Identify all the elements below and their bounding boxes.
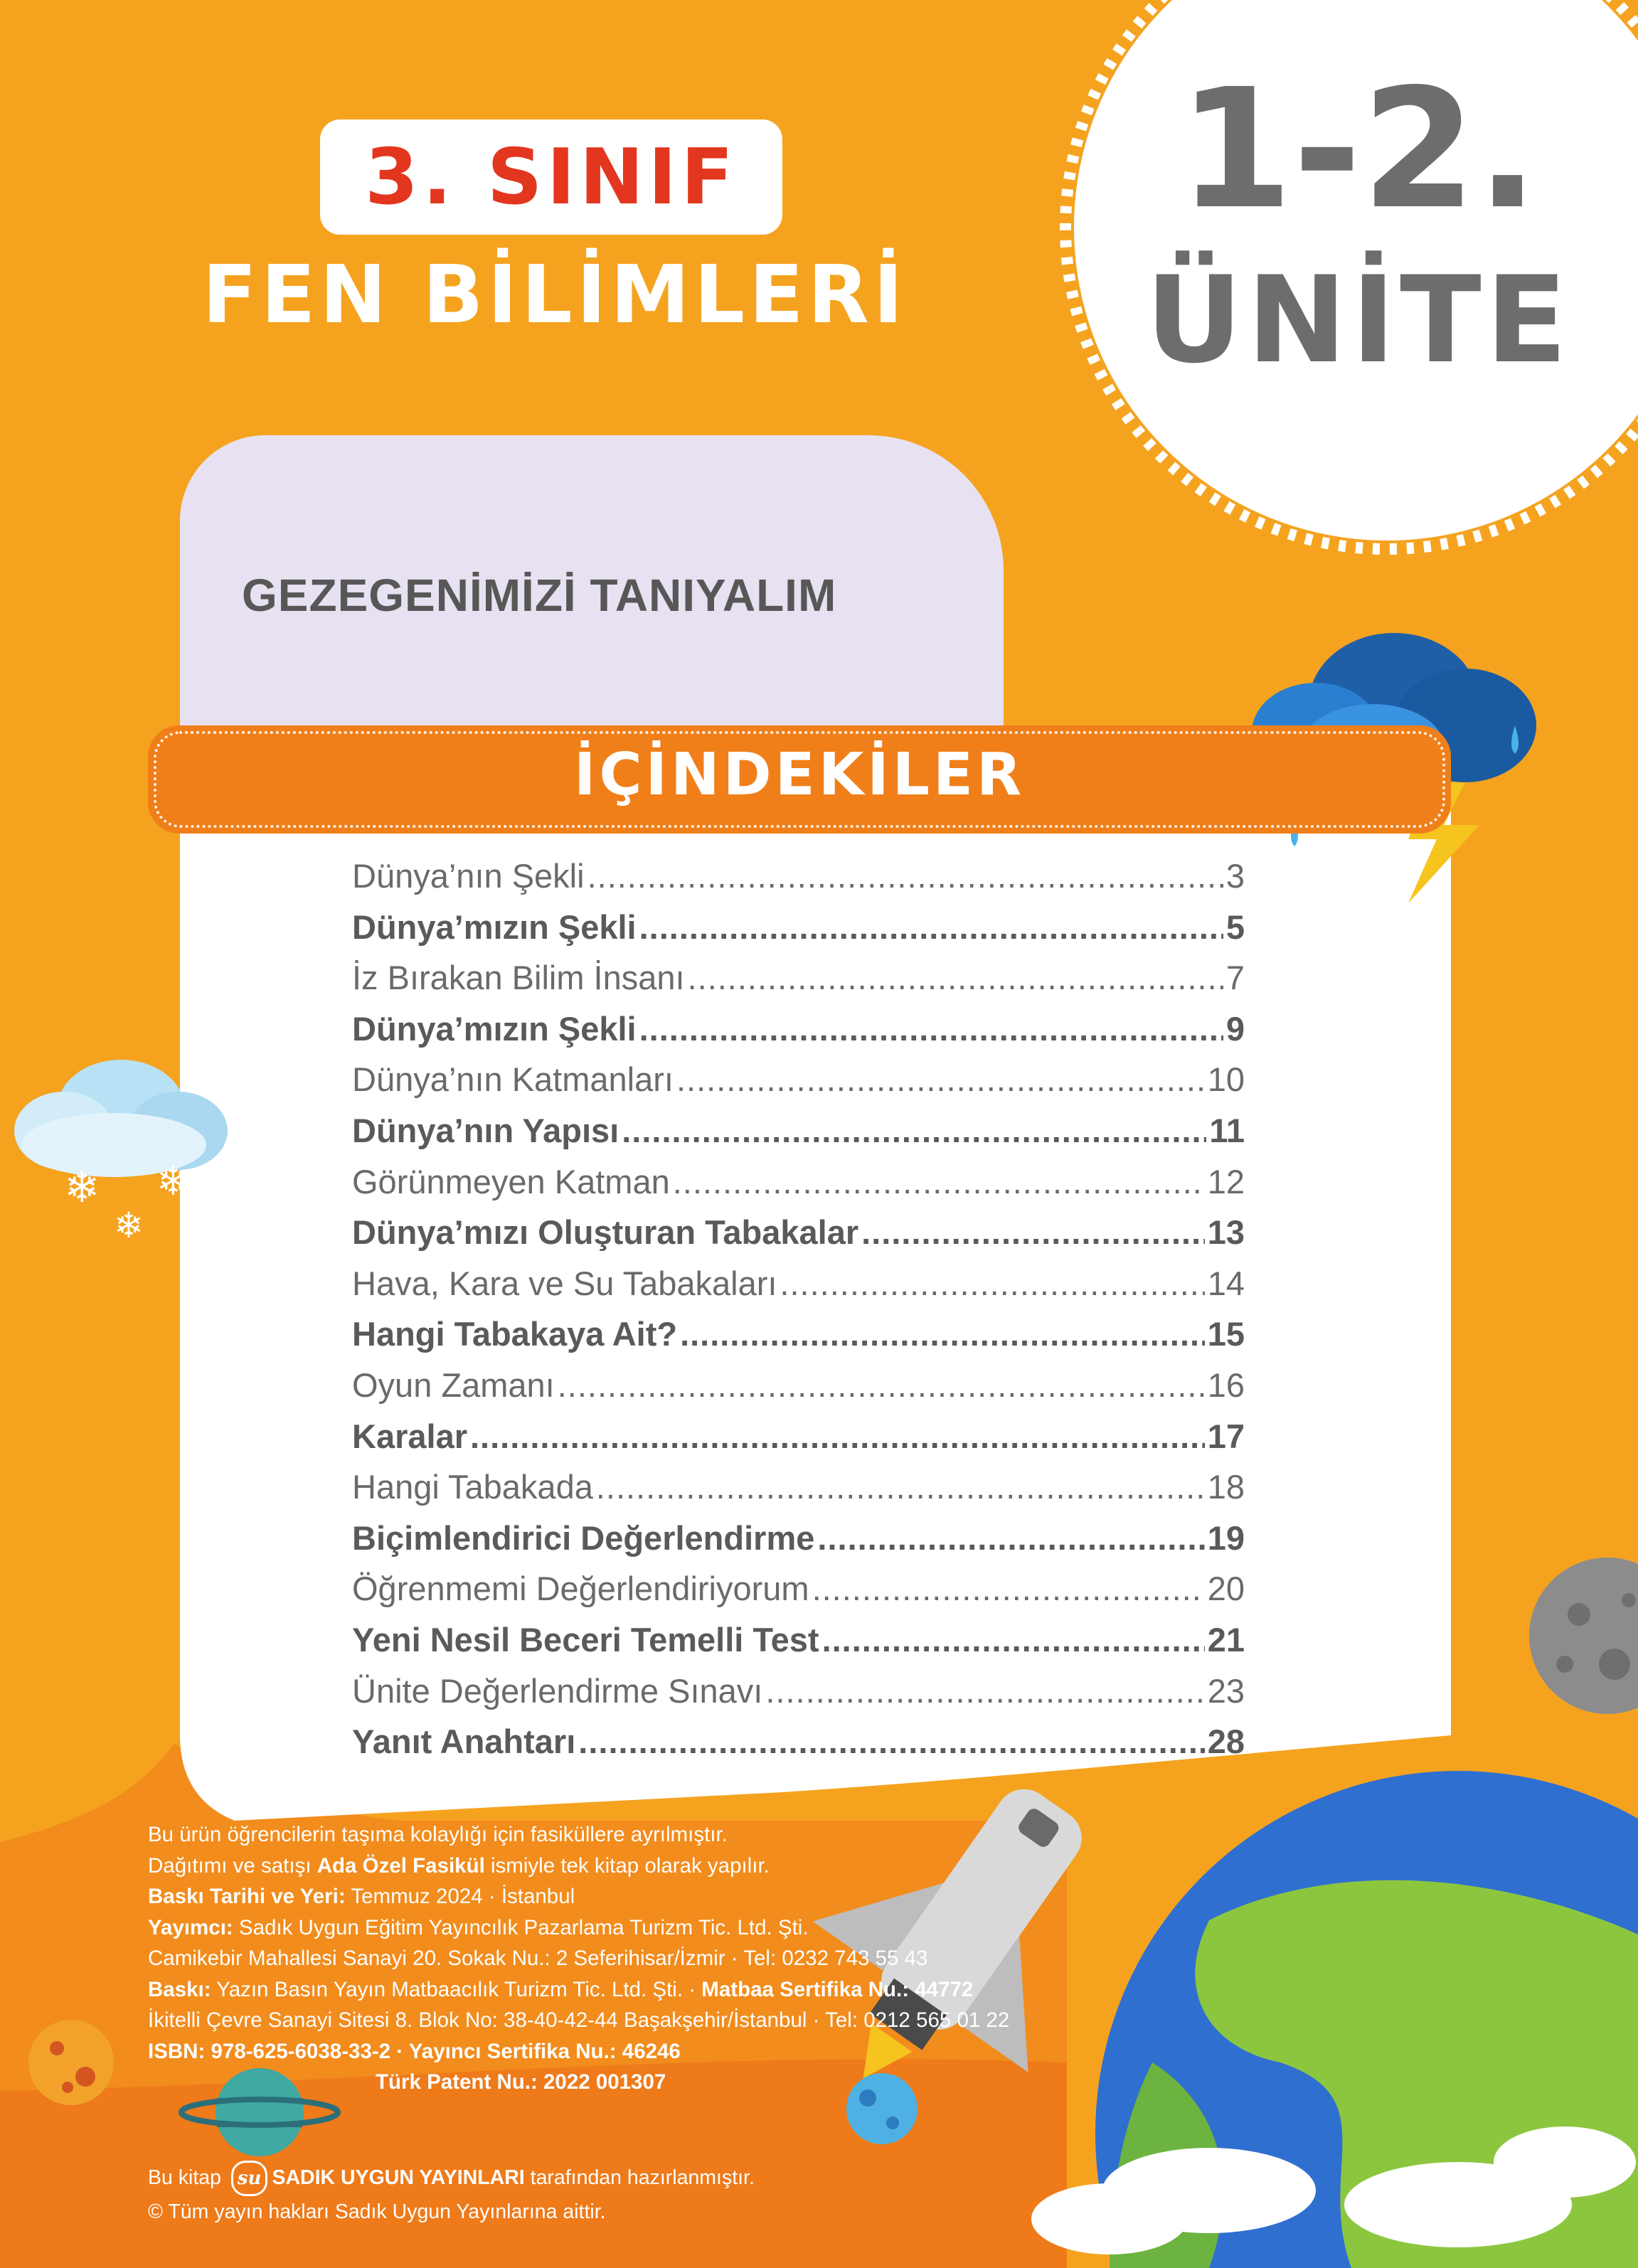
toc-item-label: İz Bırakan Bilim İnsanı <box>352 959 685 997</box>
toc-item-label: Dünya’nın Şekli <box>352 857 585 895</box>
unit-word: ÜNİTE <box>1145 250 1572 390</box>
credit <box>148 2161 755 2227</box>
toc-item[interactable] <box>352 1671 1245 1723</box>
toc-item-page: 10 <box>1207 1060 1245 1099</box>
toc-leader-dots <box>622 1111 1206 1150</box>
toc-leader-dots <box>673 1162 1205 1201</box>
toc-item-page: 21 <box>1207 1620 1245 1659</box>
toc-leader-dots <box>596 1467 1205 1506</box>
toc-item[interactable] <box>352 1417 1245 1468</box>
credit-line: Bu kitap su SADIK UYGUN YAYINLARI tarafından hazırlanmıştır. <box>148 2161 755 2196</box>
print-date: Baskı Tarihi ve Yeri: Temmuz 2024 · İstanbul <box>148 1885 575 1908</box>
toc-item-label: Yanıt Anahtarı <box>352 1723 576 1761</box>
printer-address: İkitelli Çevre Sanayi Sitesi 8. Blok No: 38-40-42-44 Başakşehir/İstanbul · Tel: 0212 565 01 22 <box>148 2008 1010 2032</box>
toc-item-label: Ünite Değerlendirme Sınavı <box>352 1671 763 1710</box>
toc-item-label: Görünmeyen Katman <box>352 1162 670 1200</box>
toc-leader-dots <box>578 1722 1204 1761</box>
grade-text: 3. SINIF <box>364 132 738 222</box>
copyright-line: © Tüm yayın hakları Sadık Uygun Yayınlarına aittir. <box>148 2200 606 2223</box>
toc-item-label: Dünya’nın Katmanları <box>352 1060 674 1099</box>
toc-item-page: 13 <box>1207 1213 1245 1252</box>
toc-leader-dots <box>812 1569 1205 1608</box>
toc-item[interactable] <box>352 1111 1245 1162</box>
table-of-contents <box>352 856 1245 1773</box>
publisher-logo: su <box>231 2161 268 2196</box>
toc-item-page: 14 <box>1207 1264 1245 1302</box>
toc-item[interactable] <box>352 1569 1245 1620</box>
toc-item[interactable] <box>352 856 1245 907</box>
toc-item-label: Dünya’nın Yapısı <box>352 1111 619 1149</box>
toc-item[interactable] <box>352 1518 1245 1570</box>
toc-leader-dots <box>688 958 1223 997</box>
svg-text:❄: ❄ <box>114 1205 144 1246</box>
svg-text:❄: ❄ <box>64 1163 100 1213</box>
imprint-line: Bu ürün öğrencilerin taşıma kolaylığı için fasiküllere ayrılmıştır. <box>148 1823 728 1846</box>
toc-item-label: Dünya’mızın Şekli <box>352 907 637 946</box>
toc-item-page: 28 <box>1207 1723 1245 1761</box>
isbn: ISBN: 978-625-6038-33-2 · Yayıncı Sertifika Nu.: 46246 <box>148 2039 681 2063</box>
toc-item[interactable] <box>352 1060 1245 1111</box>
toc-leader-dots <box>765 1671 1204 1710</box>
toc-leader-dots <box>817 1518 1204 1558</box>
toc-leader-dots <box>639 1009 1223 1048</box>
toc-item-page: 19 <box>1207 1518 1245 1557</box>
printer: Baskı: Yazın Basın Yayın Matbaacılık Turizm Tic. Ltd. Şti. · Matbaa Sertifika Nu.: 44772 <box>148 1977 974 2001</box>
publisher: Yayımcı: Sadık Uygun Eğitim Yayıncılık Pazarlama Turizm Tic. Ltd. Şti. <box>148 1915 809 1939</box>
toc-leader-dots <box>639 907 1223 947</box>
toc-item-label: Dünya’mızın Şekli <box>352 1009 637 1048</box>
toc-leader-dots <box>822 1620 1205 1659</box>
toc-leader-dots <box>470 1417 1205 1456</box>
toc-item-page: 7 <box>1225 959 1245 997</box>
toc-item-page: 23 <box>1207 1671 1245 1710</box>
contents-title: İÇİNDEKİLER <box>573 741 1026 809</box>
toc-item-page: 9 <box>1225 1009 1245 1048</box>
toc-item-label: Biçimlendirici Değerlendirme <box>352 1518 815 1557</box>
toc-leader-dots <box>558 1365 1205 1405</box>
toc-leader-dots <box>861 1213 1205 1252</box>
toc-item[interactable] <box>352 958 1245 1009</box>
toc-item-label: Hangi Tabakaya Ait? <box>352 1315 678 1353</box>
toc-item[interactable] <box>352 1722 1245 1773</box>
toc-item-label: Öğrenmemi Değerlendiriyorum <box>352 1570 809 1608</box>
planet-icon <box>28 2020 114 2105</box>
toc-item-page: 11 <box>1209 1111 1245 1149</box>
toc-item-label: Yeni Nesil Beceri Temelli Test <box>352 1620 819 1659</box>
toc-item[interactable] <box>352 1314 1245 1365</box>
toc-item[interactable] <box>352 1467 1245 1518</box>
toc-item-page: 20 <box>1207 1570 1245 1608</box>
toc-item-label: Hava, Kara ve Su Tabakaları <box>352 1264 777 1302</box>
toc-item-label: Hangi Tabakada <box>352 1468 593 1506</box>
subject-title: FEN BİLİMLERİ <box>202 249 908 341</box>
toc-item-page: 12 <box>1207 1162 1245 1200</box>
toc-item[interactable] <box>352 1213 1245 1264</box>
toc-item[interactable] <box>352 907 1245 959</box>
toc-item[interactable] <box>352 1620 1245 1671</box>
toc-leader-dots <box>676 1060 1205 1099</box>
imprint-line: Dağıtımı ve satışı Ada Özel Fasikül ismiyle tek kitap olarak yapılır. <box>148 1853 770 1878</box>
toc-leader-dots <box>587 856 1223 895</box>
toc-item-page: 15 <box>1207 1315 1245 1353</box>
toc-item-page: 3 <box>1225 857 1245 895</box>
toc-leader-dots <box>780 1264 1204 1303</box>
imprint <box>148 1819 1101 2098</box>
toc-item-label: Oyun Zamanı <box>352 1365 555 1404</box>
svg-text:❄: ❄ <box>156 1159 190 1205</box>
patent: Türk Patent Nu.: 2022 001307 <box>376 2070 666 2094</box>
unit-number: 1-2. <box>1178 53 1539 245</box>
toc-item-page: 16 <box>1207 1365 1245 1404</box>
toc-item-label: Karalar <box>352 1417 467 1455</box>
toc-item-page: 17 <box>1207 1417 1245 1455</box>
toc-item[interactable] <box>352 1365 1245 1417</box>
toc-item-page: 18 <box>1207 1468 1245 1506</box>
toc-item[interactable] <box>352 1009 1245 1060</box>
publisher-address: Camikebir Mahallesi Sanayi 20. Sokak Nu.: 2 Seferihisar/İzmir · Tel: 0232 743 55 43 <box>148 1947 928 1970</box>
toc-item-page: 5 <box>1225 907 1245 946</box>
toc-item-label: Dünya’mızı Oluşturan Tabakalar <box>352 1213 859 1252</box>
toc-item[interactable] <box>352 1264 1245 1315</box>
grade-badge <box>320 119 782 235</box>
toc-leader-dots <box>680 1314 1205 1353</box>
topic-title: GEZEGENİMİZİ TANIYALIM <box>242 570 837 621</box>
toc-item[interactable] <box>352 1162 1245 1213</box>
